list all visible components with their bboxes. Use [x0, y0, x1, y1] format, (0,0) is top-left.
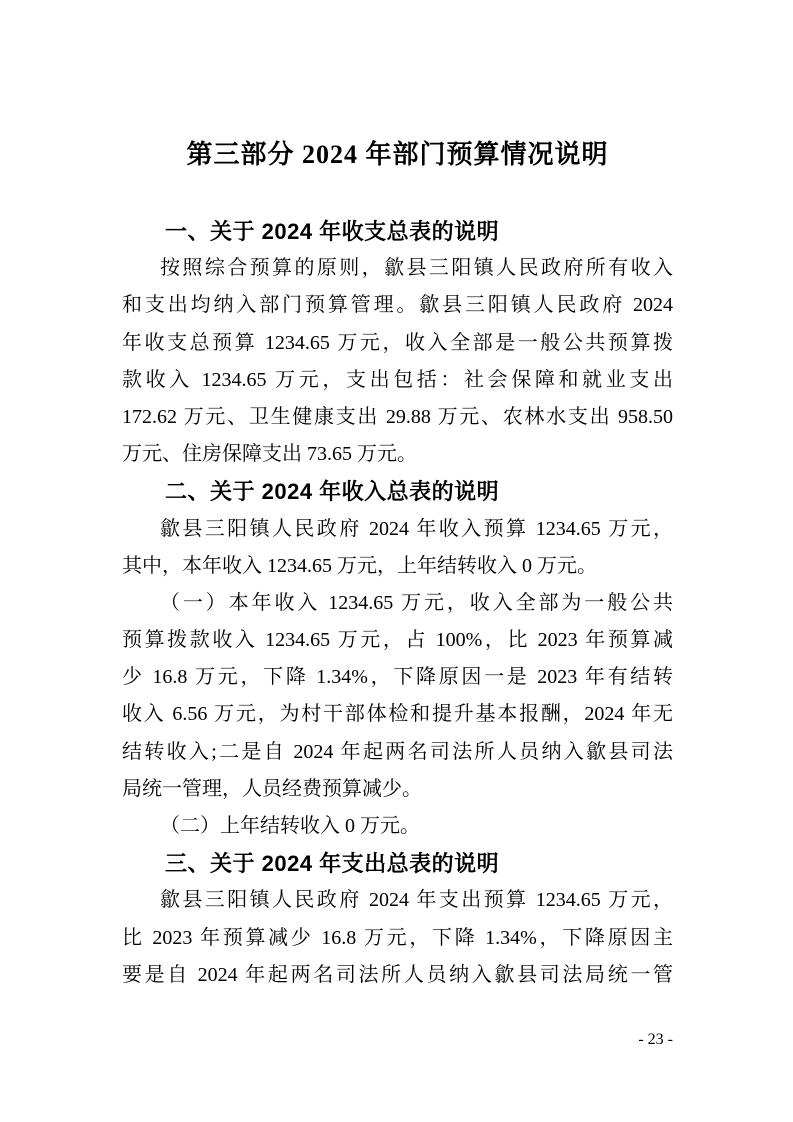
body-text-line: 收入 6.56 万元，为村干部体检和提升基本报酬，2024 年无 — [122, 703, 673, 726]
section-heading-line: 二、关于 2024 年收入总表的说明 — [165, 479, 500, 505]
body-text-line: 万元、住房保障支出 73.65 万元。 — [122, 443, 417, 466]
body-text-line: 歙县三阳镇人民政府 2024 年收入预算 1234.65 万元， — [160, 517, 673, 540]
page-number: - 23 - — [638, 1031, 673, 1048]
body-text-line: 要是自 2024 年起两名司法所人员纳入歙县司法局统一管 — [122, 963, 673, 986]
body-text-line: 按照综合预算的原则，歙县三阳镇人民政府所有收入 — [160, 257, 673, 280]
body-text-line: 局统一管理，人员经费预算减少。 — [122, 777, 422, 800]
body-text-line: 款收入 1234.65 万元，支出包括：社会保障和就业支出 — [122, 368, 673, 391]
section-heading-line: 三、关于 2024 年支出总表的说明 — [165, 851, 500, 877]
body-text-line: 其中，本年收入 1234.65 万元，上年结转收入 0 万元。 — [122, 554, 597, 577]
body-text-line: 少 16.8 万元，下降 1.34%，下降原因一是 2023 年有结转 — [122, 666, 673, 689]
body-text-line: 和支出均纳入部门预算管理。歙县三阳镇人民政府 2024 — [122, 294, 673, 317]
document-content — [122, 138, 673, 994]
body-text-line: （二）上年结转收入 0 万元。 — [160, 815, 420, 837]
section-heading-line: 一、关于 2024 年收支总表的说明 — [165, 219, 500, 244]
body-text-line: 年收支总预算 1234.65 万元，收入全部是一般公共预算拨 — [122, 331, 673, 354]
body-text-line: 结转收入;二是自 2024 年起两名司法所人员纳入歙县司法 — [122, 740, 673, 763]
body-text-line: （一）本年收入 1234.65 万元，收入全部为一般公共 — [160, 591, 673, 614]
document-title: 第三部分 2024 年部门预算情况说明 — [186, 140, 609, 169]
body-text-line: 预算拨款收入 1234.65 万元，占 100%，比 2023 年预算减 — [122, 629, 673, 652]
body-text-line: 172.62 万元、卫生健康支出 29.88 万元、农林水支出 958.50 — [122, 405, 673, 428]
body-text-line: 歙县三阳镇人民政府 2024 年支出预算 1234.65 万元， — [160, 889, 673, 912]
body-text-line: 比 2023 年预算减少 16.8 万元，下降 1.34%，下降原因主 — [122, 926, 673, 949]
